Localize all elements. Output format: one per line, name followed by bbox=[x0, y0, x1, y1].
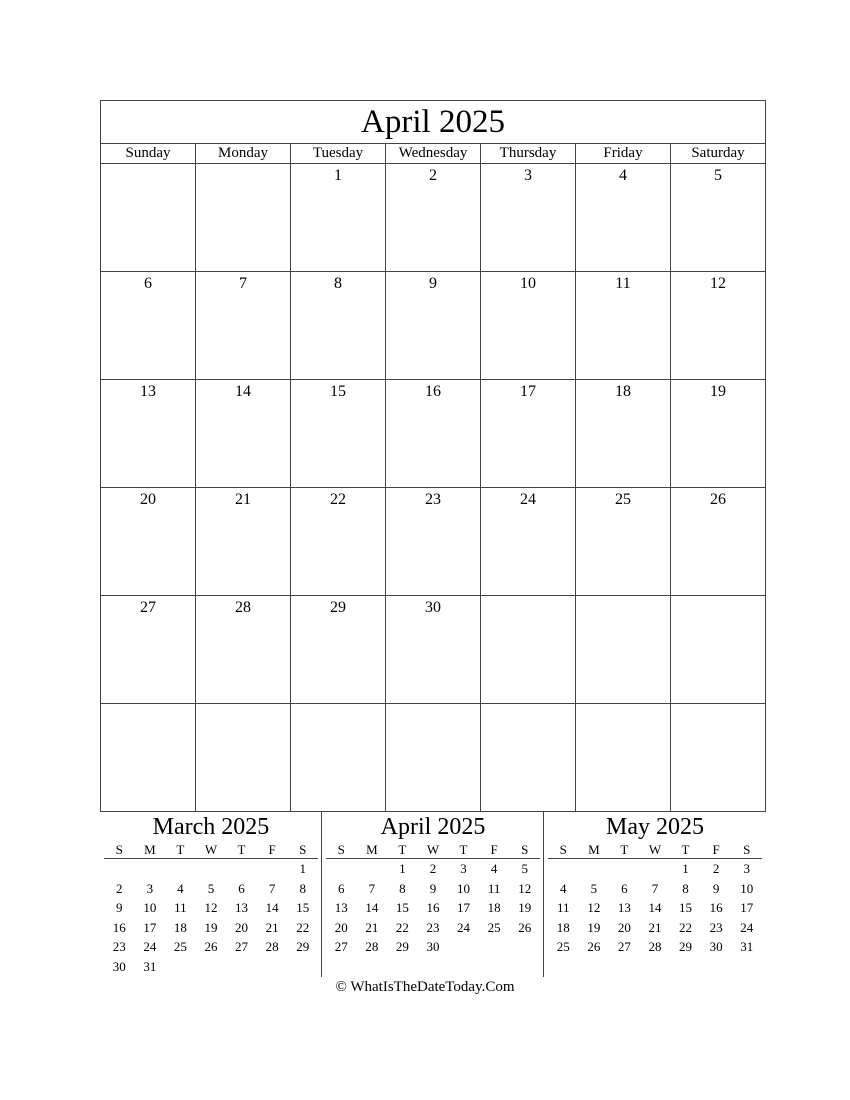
weekday-header: Wednesday bbox=[386, 144, 481, 164]
mini-weekday-header: F bbox=[701, 842, 732, 859]
mini-day-cell: 15 bbox=[395, 900, 409, 915]
mini-day-cell: 2 bbox=[429, 861, 437, 876]
mini-calendar-title: March 2025 bbox=[152, 814, 270, 840]
day-cell: 20 bbox=[101, 488, 196, 596]
mini-day-cell: 9 bbox=[712, 880, 720, 896]
mini-calendar-grid bbox=[548, 842, 762, 957]
mini-calendar-march bbox=[103, 812, 319, 976]
mini-week-row bbox=[326, 898, 540, 918]
mini-calendar-april bbox=[325, 812, 541, 957]
mini-day-cell: 25 bbox=[173, 939, 187, 954]
mini-calendar-grid bbox=[104, 842, 318, 976]
mini-weekday-row bbox=[548, 842, 762, 859]
day-cell: 16 bbox=[386, 380, 481, 488]
mini-day-cell: 27 bbox=[235, 939, 249, 954]
mini-day-cell: 8 bbox=[299, 880, 306, 896]
day-cell bbox=[101, 704, 196, 812]
mini-day-cell: 13 bbox=[334, 900, 348, 915]
mini-day-cell: 26 bbox=[204, 939, 218, 954]
mini-day-cell: 5 bbox=[590, 880, 598, 896]
weekday-header: Monday bbox=[196, 144, 291, 164]
week-row bbox=[101, 380, 766, 488]
mini-day-cell: 23 bbox=[112, 939, 126, 954]
mini-day-cell: 17 bbox=[740, 900, 754, 915]
mini-day-cell: 29 bbox=[395, 939, 409, 954]
mini-day-cell: 28 bbox=[365, 939, 379, 954]
mini-day-cell: 4 bbox=[560, 880, 567, 896]
main-calendar-grid bbox=[101, 164, 766, 812]
mini-day-cell: 28 bbox=[265, 939, 279, 954]
day-cell: 25 bbox=[576, 488, 671, 596]
mini-day-cell: 1 bbox=[299, 861, 306, 876]
mini-weekday-header: S bbox=[548, 842, 579, 859]
mini-day-cell bbox=[257, 957, 288, 977]
week-row bbox=[101, 164, 766, 272]
mini-calendar-may bbox=[547, 812, 763, 957]
mini-day-cell: 19 bbox=[587, 919, 601, 935]
weekday-header: Saturday bbox=[671, 144, 766, 164]
mini-day-cell bbox=[640, 859, 671, 879]
day-cell: 28 bbox=[196, 596, 291, 704]
mini-weekday-header: T bbox=[165, 842, 196, 859]
mini-day-cell: 27 bbox=[334, 939, 348, 954]
mini-day-cell: 19 bbox=[204, 919, 218, 935]
mini-day-cell: 6 bbox=[621, 880, 628, 896]
mini-day-cell: 17 bbox=[143, 919, 157, 935]
mini-day-cell: 27 bbox=[617, 939, 631, 954]
mini-calendar-title: May 2025 bbox=[606, 814, 704, 840]
day-cell: 15 bbox=[291, 380, 386, 488]
mini-day-cell: 29 bbox=[296, 939, 310, 954]
mini-day-cell: 12 bbox=[518, 880, 532, 896]
mini-day-cell: 14 bbox=[648, 900, 662, 915]
mini-weekday-header: W bbox=[196, 842, 227, 859]
mini-day-cell: 18 bbox=[487, 900, 501, 915]
mini-day-cell: 2 bbox=[116, 880, 123, 896]
day-cell: 1 bbox=[291, 164, 386, 272]
mini-day-cell: 11 bbox=[487, 880, 501, 896]
mini-weekday-header: T bbox=[670, 842, 701, 859]
mini-day-cell: 26 bbox=[518, 919, 532, 935]
mini-day-cell bbox=[357, 859, 388, 879]
mini-day-cell: 23 bbox=[426, 919, 440, 935]
day-cell: 22 bbox=[291, 488, 386, 596]
day-cell bbox=[481, 704, 576, 812]
mini-day-cell: 26 bbox=[587, 939, 601, 954]
day-cell: 13 bbox=[101, 380, 196, 488]
mini-day-cell bbox=[104, 859, 135, 879]
week-row bbox=[101, 272, 766, 380]
mini-day-cell: 11 bbox=[174, 900, 187, 915]
mini-day-cell: 18 bbox=[173, 919, 187, 935]
mini-day-cell: 1 bbox=[399, 861, 406, 876]
mini-week-row bbox=[104, 957, 318, 977]
day-cell bbox=[481, 596, 576, 704]
mini-day-cell: 21 bbox=[365, 919, 379, 935]
mini-day-cell: 7 bbox=[651, 880, 659, 896]
mini-weekday-header: T bbox=[226, 842, 257, 859]
day-cell: 12 bbox=[671, 272, 766, 380]
mini-day-cell: 22 bbox=[679, 919, 693, 935]
mini-day-cell: 29 bbox=[679, 939, 693, 954]
mini-day-cell: 1 bbox=[682, 861, 689, 876]
day-cell bbox=[386, 704, 481, 812]
mini-day-cell: 3 bbox=[743, 861, 750, 876]
mini-day-cell: 28 bbox=[648, 939, 662, 954]
day-cell: 11 bbox=[576, 272, 671, 380]
mini-day-cell: 30 bbox=[426, 939, 440, 954]
mini-weekday-header: S bbox=[326, 842, 357, 859]
mini-day-cell: 13 bbox=[617, 900, 631, 915]
day-cell: 21 bbox=[196, 488, 291, 596]
column-divider bbox=[321, 811, 322, 977]
mini-day-cell: 8 bbox=[682, 880, 689, 896]
mini-day-cell bbox=[257, 859, 288, 879]
mini-day-cell: 21 bbox=[265, 919, 279, 935]
day-cell: 8 bbox=[291, 272, 386, 380]
mini-day-cell bbox=[165, 957, 196, 977]
mini-day-cell: 23 bbox=[709, 919, 723, 935]
mini-week-row bbox=[548, 879, 762, 899]
day-cell: 7 bbox=[196, 272, 291, 380]
weekday-header: Tuesday bbox=[291, 144, 386, 164]
mini-day-cell: 8 bbox=[399, 880, 406, 896]
mini-day-cell bbox=[448, 937, 479, 957]
day-cell: 26 bbox=[671, 488, 766, 596]
mini-week-row bbox=[548, 898, 762, 918]
mini-day-cell bbox=[165, 859, 196, 879]
mini-weekday-row bbox=[326, 842, 540, 859]
mini-day-cell: 22 bbox=[395, 919, 409, 935]
day-cell: 14 bbox=[196, 380, 291, 488]
mini-week-row bbox=[548, 937, 762, 957]
mini-day-cell: 25 bbox=[487, 919, 501, 935]
mini-day-cell: 15 bbox=[296, 900, 310, 915]
mini-day-cell: 4 bbox=[177, 880, 184, 896]
weekday-header: Thursday bbox=[481, 144, 576, 164]
mini-day-cell: 5 bbox=[521, 861, 528, 876]
mini-weekday-row bbox=[104, 842, 318, 859]
mini-weekday-header: T bbox=[448, 842, 479, 859]
day-cell: 2 bbox=[386, 164, 481, 272]
footer-credit: © WhatIsTheDateToday.Com bbox=[335, 979, 515, 995]
mini-week-row bbox=[548, 859, 762, 879]
mini-day-cell bbox=[196, 859, 227, 879]
day-cell: 10 bbox=[481, 272, 576, 380]
mini-day-cell: 30 bbox=[709, 939, 723, 954]
day-cell: 23 bbox=[386, 488, 481, 596]
mini-day-cell: 7 bbox=[368, 880, 376, 896]
mini-day-cell: 5 bbox=[207, 880, 215, 896]
mini-day-cell: 16 bbox=[709, 900, 723, 915]
mini-week-row bbox=[548, 918, 762, 938]
mini-day-cell: 11 bbox=[557, 900, 570, 915]
day-cell: 6 bbox=[101, 272, 196, 380]
day-cell: 19 bbox=[671, 380, 766, 488]
mini-day-cell: 12 bbox=[204, 900, 218, 915]
mini-day-cell: 24 bbox=[740, 919, 754, 935]
mini-week-row bbox=[326, 859, 540, 879]
mini-week-row bbox=[326, 937, 540, 957]
day-cell: 5 bbox=[671, 164, 766, 272]
day-cell: 17 bbox=[481, 380, 576, 488]
mini-day-cell bbox=[479, 937, 510, 957]
mini-day-cell: 31 bbox=[143, 958, 157, 974]
week-row bbox=[101, 704, 766, 812]
mini-day-cell: 10 bbox=[457, 880, 471, 896]
mini-day-cell: 24 bbox=[457, 919, 471, 935]
day-cell: 9 bbox=[386, 272, 481, 380]
mini-day-cell: 3 bbox=[460, 861, 467, 876]
mini-day-cell: 31 bbox=[740, 939, 754, 954]
day-cell: 30 bbox=[386, 596, 481, 704]
day-cell: 3 bbox=[481, 164, 576, 272]
mini-day-cell: 9 bbox=[429, 880, 437, 896]
weekday-header: Friday bbox=[576, 144, 671, 164]
mini-day-cell: 9 bbox=[116, 900, 123, 915]
day-cell bbox=[101, 164, 196, 272]
mini-weekday-header: M bbox=[135, 842, 166, 859]
day-cell: 27 bbox=[101, 596, 196, 704]
mini-day-cell bbox=[509, 937, 540, 957]
mini-day-cell: 10 bbox=[740, 880, 754, 896]
mini-weekday-header: T bbox=[387, 842, 418, 859]
day-cell bbox=[196, 164, 291, 272]
mini-day-cell: 25 bbox=[556, 939, 570, 954]
mini-weekday-header: S bbox=[287, 842, 318, 859]
week-row bbox=[101, 488, 766, 596]
mini-day-cell: 22 bbox=[296, 919, 310, 935]
mini-day-cell: 13 bbox=[235, 900, 249, 915]
day-cell: 4 bbox=[576, 164, 671, 272]
mini-day-cell bbox=[226, 957, 257, 977]
mini-weekday-header: T bbox=[609, 842, 640, 859]
mini-weekday-header: F bbox=[257, 842, 288, 859]
mini-week-row bbox=[326, 879, 540, 899]
mini-day-cell: 17 bbox=[457, 900, 471, 915]
day-cell bbox=[291, 704, 386, 812]
mini-day-cell: 15 bbox=[679, 900, 693, 915]
mini-day-cell: 19 bbox=[518, 900, 532, 915]
mini-day-cell: 16 bbox=[112, 919, 126, 935]
mini-day-cell: 14 bbox=[365, 900, 379, 915]
mini-day-cell bbox=[226, 859, 257, 879]
mini-day-cell: 24 bbox=[143, 939, 157, 954]
mini-week-row bbox=[104, 937, 318, 957]
mini-calendar-title: April 2025 bbox=[380, 814, 486, 840]
mini-weekday-header: S bbox=[104, 842, 135, 859]
mini-day-cell: 12 bbox=[587, 900, 601, 915]
mini-day-cell: 21 bbox=[648, 919, 662, 935]
mini-day-cell: 18 bbox=[556, 919, 570, 935]
mini-day-cell: 20 bbox=[235, 919, 249, 935]
weekday-header: Sunday bbox=[101, 144, 196, 164]
mini-day-cell bbox=[609, 859, 640, 879]
day-cell bbox=[671, 704, 766, 812]
main-calendar bbox=[100, 100, 766, 812]
mini-day-cell: 6 bbox=[338, 880, 345, 896]
mini-day-cell: 20 bbox=[617, 919, 631, 935]
mini-week-row bbox=[326, 918, 540, 938]
mini-weekday-header: W bbox=[418, 842, 449, 859]
mini-day-cell bbox=[548, 859, 579, 879]
main-calendar-title: April 2025 bbox=[101, 101, 766, 144]
mini-calendar-grid bbox=[326, 842, 540, 957]
mini-week-row bbox=[104, 859, 318, 879]
mini-weekday-header: W bbox=[640, 842, 671, 859]
mini-weekday-header: M bbox=[357, 842, 388, 859]
mini-week-row bbox=[104, 918, 318, 938]
mini-weekday-header: S bbox=[731, 842, 762, 859]
mini-day-cell: 14 bbox=[265, 900, 279, 915]
mini-day-cell: 3 bbox=[146, 880, 154, 896]
mini-weekday-header: S bbox=[509, 842, 540, 859]
day-cell bbox=[671, 596, 766, 704]
mini-day-cell: 30 bbox=[112, 958, 126, 974]
weekday-header-row bbox=[101, 144, 766, 164]
mini-day-cell: 6 bbox=[238, 880, 245, 896]
mini-day-cell: 7 bbox=[268, 880, 276, 896]
mini-day-cell bbox=[579, 859, 610, 879]
mini-week-row bbox=[104, 898, 318, 918]
mini-day-cell: 16 bbox=[426, 900, 440, 915]
mini-day-cell bbox=[287, 957, 318, 977]
column-divider bbox=[543, 811, 544, 977]
mini-week-row bbox=[104, 879, 318, 899]
mini-weekday-header: M bbox=[579, 842, 610, 859]
day-cell: 29 bbox=[291, 596, 386, 704]
mini-day-cell bbox=[135, 859, 166, 879]
day-cell: 24 bbox=[481, 488, 576, 596]
mini-weekday-header: F bbox=[479, 842, 510, 859]
mini-day-cell: 20 bbox=[334, 919, 348, 935]
mini-day-cell: 4 bbox=[490, 861, 498, 876]
day-cell bbox=[576, 596, 671, 704]
mini-day-cell: 10 bbox=[143, 900, 157, 915]
mini-day-cell: 2 bbox=[712, 861, 720, 876]
mini-day-cell bbox=[196, 957, 227, 977]
day-cell bbox=[196, 704, 291, 812]
week-row bbox=[101, 596, 766, 704]
day-cell: 18 bbox=[576, 380, 671, 488]
day-cell bbox=[576, 704, 671, 812]
mini-day-cell bbox=[326, 859, 357, 879]
